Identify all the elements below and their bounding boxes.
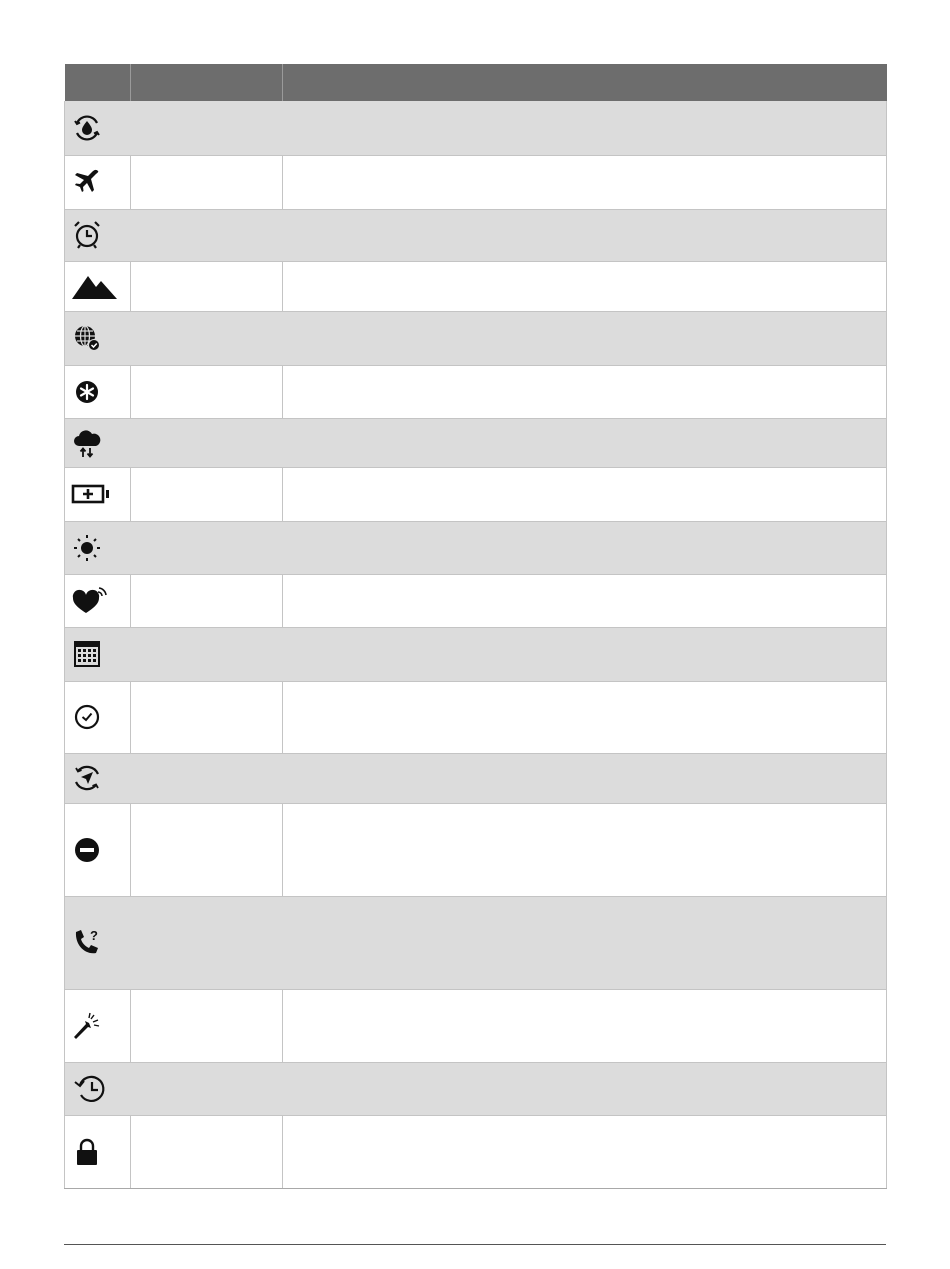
row-label <box>131 627 887 681</box>
phone-question-icon <box>69 927 131 959</box>
icon-cell <box>65 467 131 521</box>
battery-plus-icon <box>69 478 130 510</box>
row-label <box>131 574 283 627</box>
row-label <box>131 365 283 418</box>
table-row <box>65 155 887 209</box>
row-label <box>131 1062 887 1115</box>
table-row <box>65 989 887 1062</box>
row-label <box>131 209 887 261</box>
row-label <box>131 311 887 365</box>
icon-cell <box>65 261 131 311</box>
icon-cell <box>65 521 131 574</box>
icon-cell <box>65 1115 131 1188</box>
icon-cell <box>65 1062 131 1115</box>
table-row <box>65 753 887 803</box>
row-label <box>131 155 283 209</box>
icon-cell <box>65 681 131 753</box>
row-label <box>131 681 283 753</box>
row-label <box>131 753 887 803</box>
icon-cell <box>65 989 131 1062</box>
icons-table <box>64 64 887 1189</box>
heart-broadcast-icon <box>69 585 130 617</box>
svg-text:?: ? <box>90 927 98 943</box>
table-row <box>65 574 887 627</box>
icon-cell <box>65 155 131 209</box>
table-row <box>65 896 887 989</box>
table-row <box>65 1115 887 1188</box>
brightness-sun-icon <box>69 532 131 564</box>
header-description-column <box>283 64 887 101</box>
history-clock-icon <box>69 1073 131 1105</box>
icon-cell <box>65 753 131 803</box>
row-label <box>131 261 283 311</box>
table-row <box>65 681 887 753</box>
row-description <box>283 989 887 1062</box>
row-label <box>131 989 283 1062</box>
calendar-icon <box>69 638 131 670</box>
do-not-disturb-icon <box>69 834 130 866</box>
navigation-arrow-circle-icon <box>69 762 131 794</box>
globe-check-icon <box>69 322 131 354</box>
row-description <box>283 1115 887 1188</box>
row-label <box>131 1115 283 1188</box>
table-row <box>65 261 887 311</box>
clock-icon <box>69 701 130 733</box>
icon-cell <box>65 803 131 896</box>
table-header-row <box>65 64 887 101</box>
row-label <box>131 521 887 574</box>
icon-cell <box>65 574 131 627</box>
alarm-clock-icon <box>69 219 131 251</box>
row-description <box>283 365 887 418</box>
icon-cell <box>65 209 131 261</box>
icon-cell <box>65 365 131 418</box>
footer-divider <box>64 1244 886 1245</box>
table-row <box>65 1062 887 1115</box>
airplane-icon <box>69 166 130 198</box>
table-row <box>65 627 887 681</box>
table-row <box>65 209 887 261</box>
table-row <box>65 521 887 574</box>
table-row <box>65 467 887 521</box>
icon-cell <box>65 101 131 155</box>
row-description <box>283 574 887 627</box>
table-row <box>65 418 887 467</box>
row-description <box>283 155 887 209</box>
lock-icon <box>69 1136 130 1168</box>
row-label <box>131 467 283 521</box>
icon-cell <box>65 311 131 365</box>
icon-cell <box>65 896 131 989</box>
table-row <box>65 311 887 365</box>
row-description <box>283 261 887 311</box>
header-name-column <box>131 64 283 101</box>
row-description <box>283 467 887 521</box>
row-description <box>283 681 887 753</box>
row-label <box>131 418 887 467</box>
icon-cell <box>65 627 131 681</box>
row-label <box>131 803 283 896</box>
row-label <box>131 101 887 155</box>
cloud-sync-icon <box>69 427 131 459</box>
mountain-icon <box>69 270 130 302</box>
flashlight-icon <box>69 1010 130 1042</box>
icon-cell <box>65 418 131 467</box>
table-row <box>65 101 887 155</box>
snowflake-circle-icon <box>69 376 130 408</box>
table-row <box>65 803 887 896</box>
row-label <box>131 896 887 989</box>
header-icon-column <box>65 64 131 101</box>
row-description <box>283 803 887 896</box>
water-drop-circle-icon <box>69 112 131 144</box>
table-row <box>65 365 887 418</box>
